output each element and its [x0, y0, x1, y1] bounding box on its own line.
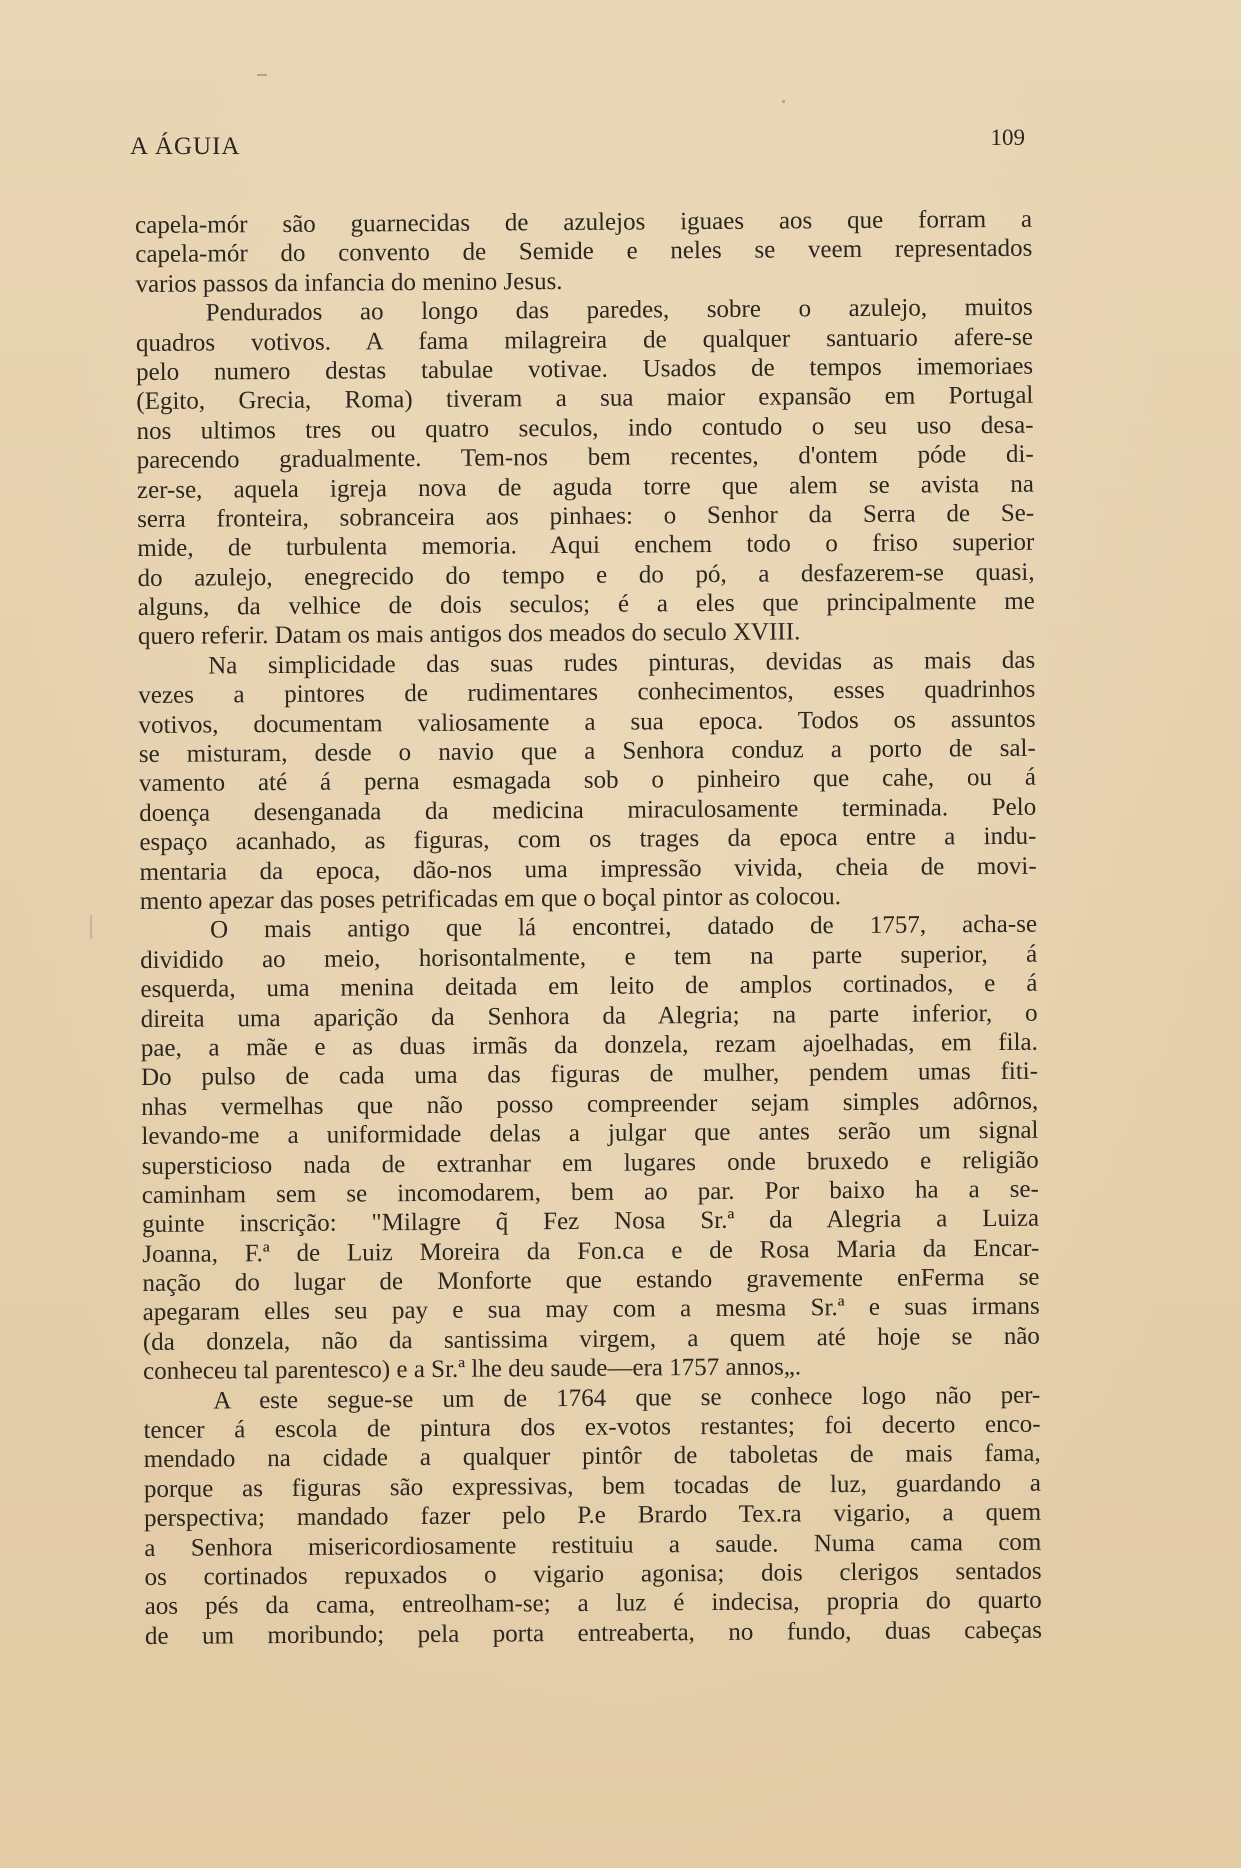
text-line: pelo numero destas tabulae votivae. Usados de tempos imemoriaes — [136, 352, 1034, 386]
text-line: mento apezar das poses petrificadas em que o boçal pintor as colocou. — [139, 883, 842, 915]
text-line: Do pulso de cada uma das figuras de mulher, pendem umas fiti- — [140, 1058, 1039, 1092]
text-line: guinte inscrição: "Milagre q̃ Fez Nosa Sr.ª da Alegria a Luiza — [141, 1204, 1040, 1239]
text-line: A este segue-se um de 1764 que se conhece logo não per- — [213, 1381, 1041, 1415]
text-line: os cortinados repuxados o vigario agonisa; dois clerigos sentados — [144, 1557, 1042, 1591]
text-line: conheceu tal parentesco) e a Sr.ª lhe deu saude—era 1757 annos„. — [143, 1353, 802, 1386]
text-line: mendado na cidade a qualquer pintôr de taboletas de mais fama, — [143, 1440, 1041, 1474]
text-line: perspectiva; mandado fazer pelo P.e Brardo Tex.ra vigario, a quem — [144, 1498, 1042, 1533]
text-line: de um moribundo; pela porta entreaberta, no fundo, duas cabeças — [144, 1616, 1043, 1650]
text-line: caminham sem se incomodarem, bem ao par. Por baixo ha a se- — [141, 1175, 1039, 1209]
text-line: nhas vermelhas que não posso compreender sejam simples adôrnos, — [141, 1087, 1039, 1121]
text-line: porque as figuras são expressivas, bem tocadas de luz, guardando a — [143, 1469, 1041, 1503]
text-line: Pendurados ao longo das paredes, sobre o azulejo, muitos — [205, 293, 1033, 327]
text-line: se misturam, desde o navio que a Senhora conduz a porto de sal- — [138, 734, 1036, 769]
text-line: do azulejo, enegrecido do tempo e do pó, a desfazerem-se quasi, — [137, 558, 1035, 592]
text-line: (Egito, Grecia, Roma) tiveram a sua maior expansão em Portugal — [136, 382, 1034, 416]
body-text — [135, 205, 1042, 1651]
running-title: A ÁGUIA — [130, 133, 241, 160]
text-line: serra fronteira, sobranceira aos pinhaes: o Senhor da Serra de Se- — [137, 499, 1035, 533]
text-line: capela-mór do convento de Semide e neles se veem representados — [135, 235, 1033, 269]
text-line: O mais antigo que lá encontrei, datado de 1757, acha-se — [209, 911, 1038, 944]
page-header — [130, 125, 1025, 168]
text-line: mide, de turbulenta memoria. Aqui enchem todo o friso superior — [137, 529, 1035, 563]
text-line: parecendo gradualmente. Tem-nos bem recentes, d'ontem póde di- — [136, 440, 1034, 475]
text-line: varios passos da infancia do menino Jesus. — [135, 267, 563, 298]
text-line: nos ultimos tres ou quatro seculos, indo contudo o seu uso desa- — [136, 411, 1034, 445]
text-line: alguns, da velhice de dois seculos; é a eles que principalmente me — [137, 587, 1035, 622]
text-line: Joanna, F.ª de Luiz Moreira da Fon.ca e de Rosa Maria da Encar- — [142, 1234, 1040, 1268]
text-line: Na simplicidade das suas rudes pinturas, devidas as mais das — [208, 646, 1036, 680]
text-line: levando-me a uniformidade delas a julgar que antes serão um signal — [141, 1116, 1039, 1151]
text-line: direita uma aparição da Senhora da Alegria; na parte inferior, o — [140, 999, 1038, 1033]
text-line: votivos, documentam valiosamente a sua epoca. Todos os assuntos — [138, 705, 1036, 739]
paper-speck — [90, 915, 92, 939]
text-line: vezes a pintores de rudimentares conhecimentos, esses quadrinhos — [138, 675, 1036, 710]
text-line: espaço acanhado, as figuras, com os trages da epoca entre a indu- — [139, 822, 1037, 857]
text-line: apegaram elles seu pay e sua may com a mesma Sr.ª e suas irmans — [142, 1293, 1040, 1327]
text-line: supersticioso nada de extranhar em lugares onde bruxedo e religião — [141, 1146, 1039, 1180]
text-line: quadros votivos. A fama milagreira de qualquer santuario afere-se — [135, 323, 1033, 357]
text-line: tencer á escola de pintura dos ex-votos restantes; foi decerto enco- — [143, 1410, 1041, 1444]
text-line: pae, a mãe e as duas irmãs da donzela, rezam ajoelhadas, em fila. — [140, 1028, 1038, 1062]
text-line: (da donzela, não da santissima virgem, a quem até hoje se não — [142, 1322, 1040, 1356]
text-line: nação do lugar de Monforte que estando gravemente enFerma se — [142, 1263, 1040, 1298]
text-line: doença desenganada da medicina miraculosamente terminada. Pelo — [139, 793, 1037, 827]
text-line: vamento até á perna esmagada sob o pinheiro que cahe, ou á — [138, 764, 1037, 798]
text-line: zer-se, aquela igreja nova de aguda torre que alem se avista na — [136, 470, 1035, 504]
text-line: capela-mór são guarnecidas de azulejos iguaes aos que forram a — [135, 205, 1033, 239]
text-line: mentaria da epoca, dão-nos uma impressão vivida, cheia de movi- — [139, 852, 1037, 886]
text-line: esquerda, uma menina deitada em leito de amplos cortinados, e á — [140, 969, 1038, 1004]
text-line: aos pés da cama, entreolham-se; a luz é indecisa, propria do quarto — [144, 1587, 1042, 1621]
paper-speck — [782, 100, 785, 103]
paper-speck — [257, 74, 267, 76]
page-number: 109 — [990, 125, 1025, 150]
text-line: a Senhora misericordiosamente restituiu a saude. Numa cama com — [144, 1528, 1042, 1562]
text-line: dividido ao meio, horisontalmente, e tem na parte superior, á — [140, 940, 1038, 974]
text-line: quero referir. Datam os mais antigos dos meados do seculo XVIII. — [137, 618, 801, 651]
